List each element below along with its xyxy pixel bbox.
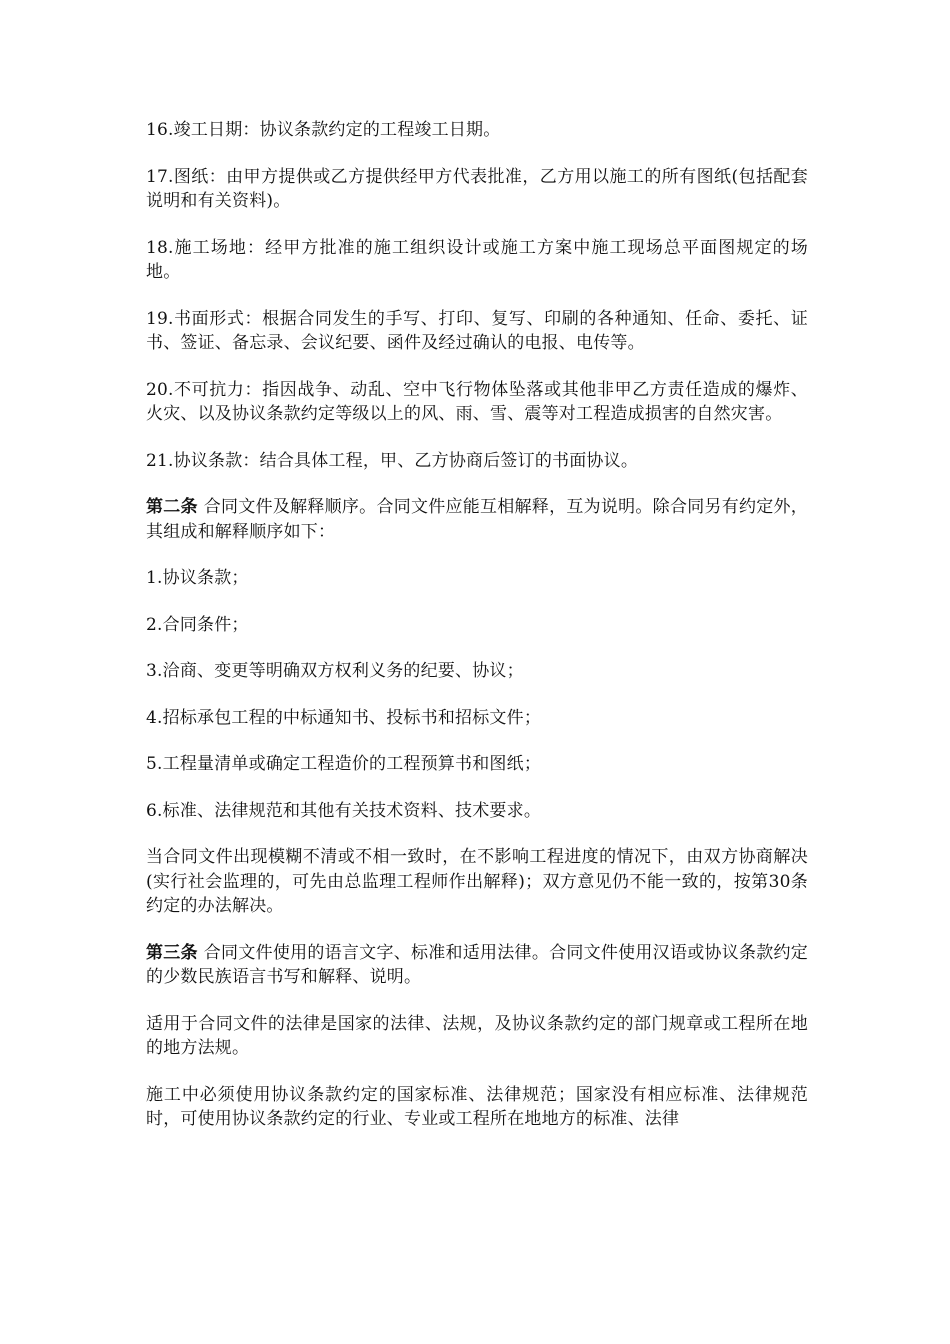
definition-18: 18.施工场地：经甲方批准的施工组织设计或施工方案中施工现场总平面图规定的场地。 bbox=[146, 237, 808, 282]
definition-21: 21.协议条款：结合具体工程，甲、乙方协商后签订的书面协议。 bbox=[146, 450, 639, 471]
article-2-title: 第二条 bbox=[146, 497, 198, 517]
article-3-text: 合同文件使用的语言文字、标准和适用法律。合同文件使用汉语或协议条款约定的少数民族语言书写和解释、说明。 bbox=[146, 942, 808, 987]
article-2-text: 合同文件及解释顺序。合同文件应能互相解释，互为说明。除合同另有约定外，其组成和解释顺序如下： bbox=[146, 497, 808, 542]
article-3-paragraph: 施工中必须使用协议条款约定的国家标准、法律规范；国家没有相应标准、法律规范时，可使用协议条款约定的行业、专业或工程所在地地方的标准、法律 bbox=[146, 1084, 808, 1129]
definition-20: 20.不可抗力：指因战争、动乱、空中飞行物体坠落或其他非甲乙方责任造成的爆炸、火灾、以及协议条款约定等级以上的风、雨、雪、震等对工程造成损害的自然灾害。 bbox=[146, 379, 808, 424]
article-2-closing: 当合同文件出现模糊不清或不相一致时，在不影响工程进度的情况下，由双方协商解决(实行社会监理的，可先由总监理工程师作出解释)；双方意见仍不能一致的，按第30条约定的办法解决。 bbox=[146, 847, 808, 916]
article-3-paragraph: 适用于合同文件的法律是国家的法律、法规，及协议条款约定的部门规章或工程所在地的地方法规。 bbox=[146, 1013, 808, 1058]
article-3-title: 第三条 bbox=[146, 942, 198, 963]
definition-19: 19.书面形式：根据合同发生的手写、打印、复写、印刷的各种通知、任命、委托、证书、签证、备忘录、会议纪要、函件及经过确认的电报、电传等。 bbox=[146, 308, 808, 353]
article-2-item: 5.工程量清单或确定工程造价的工程预算书和图纸； bbox=[146, 754, 542, 774]
article-2-item: 2.合同条件； bbox=[146, 614, 249, 635]
article-2-item: 6.标准、法律规范和其他有关技术资料、技术要求。 bbox=[146, 800, 542, 821]
article-2-intro bbox=[146, 495, 808, 544]
article-2-item: 1.协议条款； bbox=[146, 568, 249, 588]
definition-17: 17.图纸：由甲方提供或乙方提供经甲方代表批准，乙方用以施工的所有图纸(包括配套说明和有关资料)。 bbox=[146, 166, 808, 211]
document-page bbox=[146, 118, 808, 1154]
article-2-item: 4.招标承包工程的中标通知书、投标书和招标文件； bbox=[146, 707, 542, 728]
definition-16: 16.竣工日期：协议条款约定的工程竣工日期。 bbox=[146, 120, 501, 140]
article-3-intro bbox=[146, 941, 808, 990]
article-2-item: 3.洽商、变更等明确双方权利义务的纪要、协议； bbox=[146, 661, 524, 681]
